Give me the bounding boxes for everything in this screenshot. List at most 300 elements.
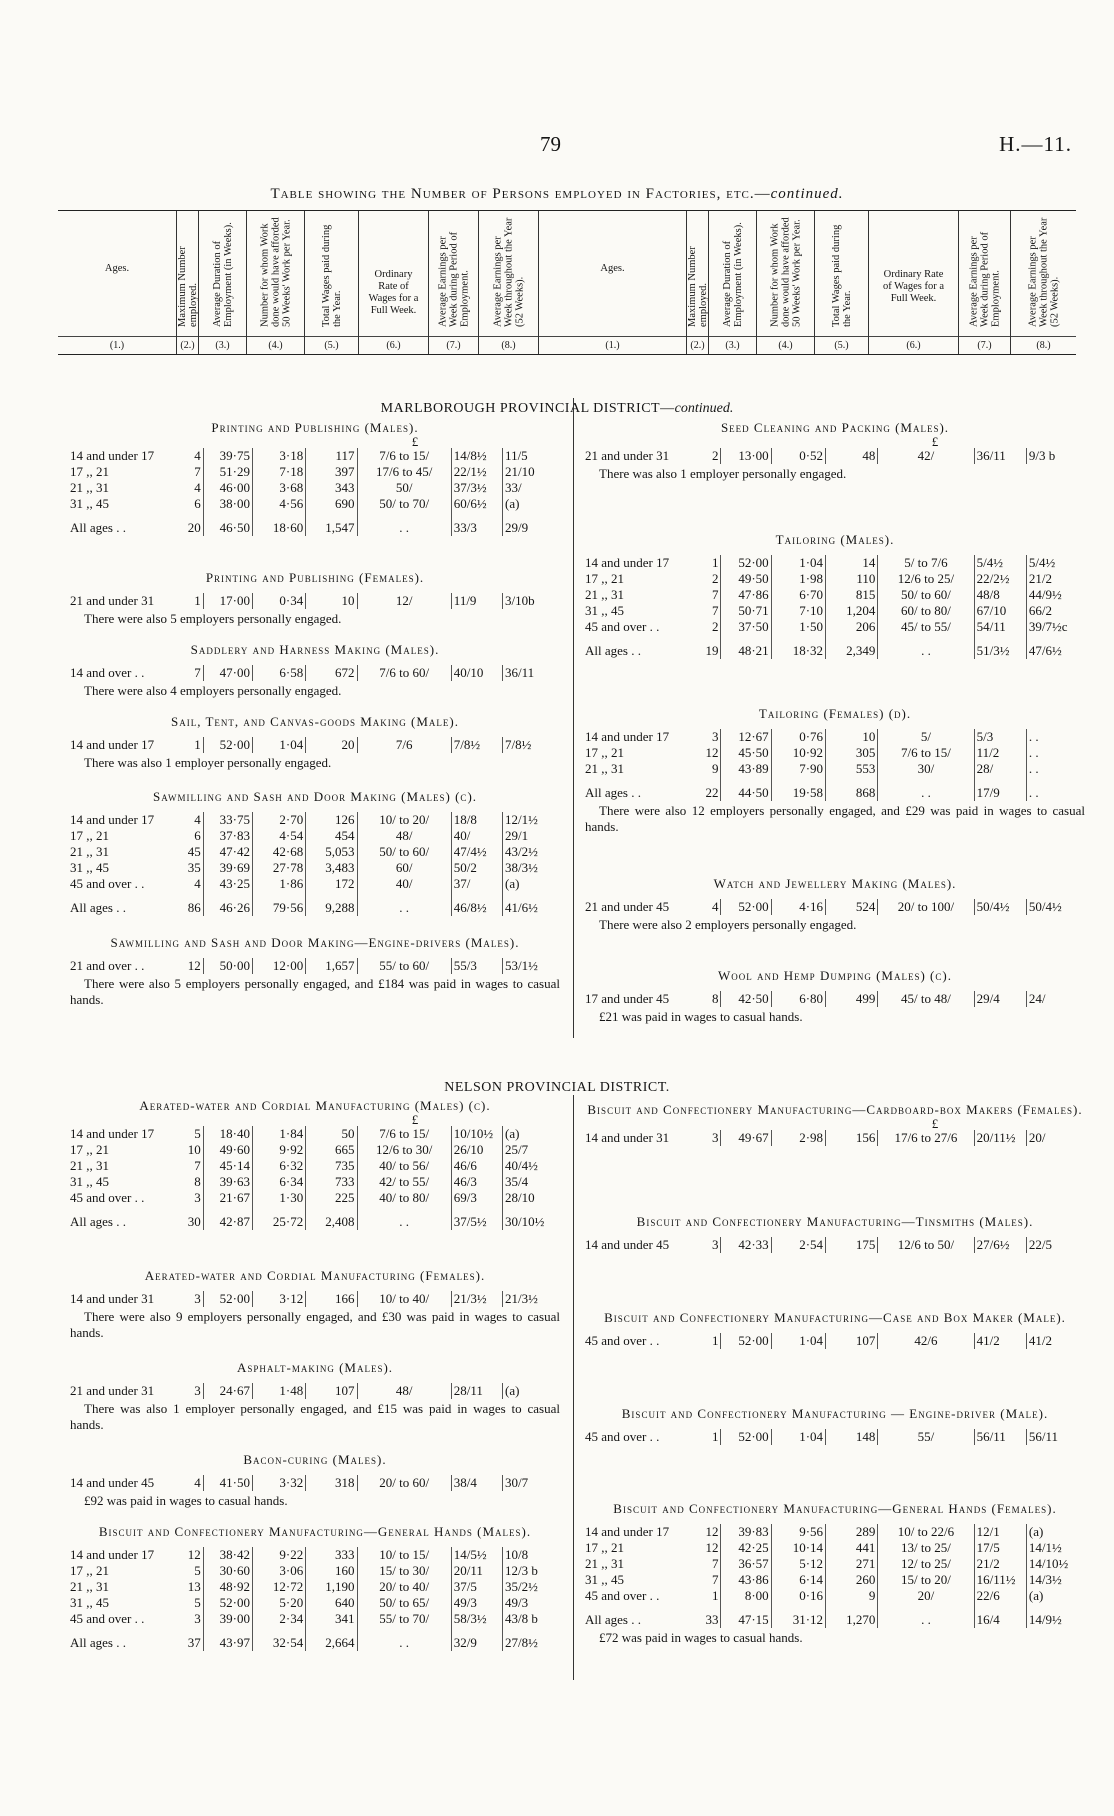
table-cell: 48 <box>826 448 878 464</box>
table-cell: 14/1½ <box>1026 1540 1085 1556</box>
table-cell: 553 <box>826 761 878 777</box>
section-title: Watch and Jewellery Making (Males). <box>713 876 957 891</box>
table-cell: 4·56 <box>252 496 305 512</box>
table-cell: 1 <box>177 737 204 753</box>
table-cell: 50/ to 60/ <box>379 844 430 859</box>
table-cell: 10/ to 15/ <box>379 1547 430 1562</box>
table-cell: 51·29 <box>203 464 252 480</box>
table-cell: 69/3 <box>451 1190 502 1206</box>
table-cell: 7 <box>694 587 721 603</box>
table-cell: 12·72 <box>252 1579 305 1595</box>
section-note: £92 was paid in wages to casual hands. <box>84 1493 288 1508</box>
data-table <box>70 812 560 916</box>
table-cell: 60/6½ <box>451 496 502 512</box>
table-cell: 12 <box>177 1547 204 1563</box>
table-cell: 2·34 <box>252 1611 305 1627</box>
table-cell: 39·75 <box>203 448 252 464</box>
table-cell: 43/2½ <box>503 844 560 860</box>
table-cell: 1 <box>177 593 204 609</box>
table-cell: 305 <box>826 745 878 761</box>
table-cell: 12 <box>694 1540 721 1556</box>
table-row <box>70 1190 560 1206</box>
table-cell: 1 <box>694 1333 721 1349</box>
table-row <box>70 593 560 609</box>
table-cell: 13/ to 25/ <box>901 1540 951 1555</box>
table-cell: 17 ,, 21 <box>585 571 624 586</box>
table-cell: 17 ,, 21 <box>70 1142 109 1157</box>
table-cell: 67/10 <box>974 603 1026 619</box>
table-row <box>70 876 560 892</box>
table-cell: 14 <box>826 555 878 571</box>
document-reference: H.—11. <box>999 132 1072 156</box>
table-cell: 3 <box>177 1611 204 1627</box>
table-cell: 17 ,, 21 <box>585 1540 624 1555</box>
table-cell: 52·00 <box>721 1429 771 1445</box>
section-note: There were also 4 employers personally engaged. <box>84 683 342 698</box>
table-cell: 50·71 <box>721 603 771 619</box>
table-cell: 54/11 <box>974 619 1026 635</box>
table-cell: 10/8 <box>503 1547 560 1563</box>
table-cell: 13·00 <box>721 448 771 464</box>
table-cell: 12/6 to 50/ <box>897 1237 955 1252</box>
table-cell: 45 and over . . <box>585 1333 660 1348</box>
header-col4-right: Number for whom Work done would have afforded 50 Weeks' Work per Year. (4.) <box>756 211 814 354</box>
table-cell: . . <box>399 900 410 915</box>
table-cell: 289 <box>826 1524 878 1540</box>
table-cell: 1·84 <box>252 1126 305 1142</box>
table-cell: 21 ,, 31 <box>585 1556 624 1571</box>
data-table <box>70 958 560 974</box>
table-cell: 28/11 <box>451 1383 502 1399</box>
table-cell: 21 ,, 31 <box>70 1579 109 1594</box>
table-cell: 3 <box>694 1130 721 1146</box>
table-cell: 14/9½ <box>1026 1604 1085 1628</box>
table-cell: 31 ,, 45 <box>70 860 109 875</box>
section-title: Wool and Hemp Dumping (Males) (c). <box>718 968 952 983</box>
table-cell: 4·54 <box>252 828 305 844</box>
table-cell: (a) <box>503 496 560 512</box>
table-cell: . . <box>921 643 931 658</box>
table-cell: 49·60 <box>203 1142 252 1158</box>
table-cell: 40/4½ <box>503 1158 560 1174</box>
table-cell: 19 <box>694 635 721 659</box>
table-cell: 9·56 <box>771 1524 825 1540</box>
table-cell: 1,270 <box>826 1604 878 1628</box>
table-row <box>585 1130 1085 1146</box>
table-cell: 44/9½ <box>1026 587 1085 603</box>
table-cell: 9/3 b <box>1026 448 1085 464</box>
table-cell: 50/4½ <box>974 899 1026 915</box>
total-row <box>585 1604 1085 1628</box>
table-cell: 37 <box>177 1627 204 1651</box>
table-cell: 45 <box>177 844 204 860</box>
table-cell: 18·60 <box>252 512 305 536</box>
table-cell: 5/4½ <box>974 555 1026 571</box>
table-cell: 3·18 <box>252 448 305 464</box>
table-cell: 12/6 to 30/ <box>375 1142 433 1157</box>
table-cell: 29/1 <box>503 828 560 844</box>
table-row <box>70 1563 560 1579</box>
table-cell: 40/ to 56/ <box>379 1158 430 1173</box>
header-ages: Ages. (1.) <box>58 211 176 354</box>
table-cell: 55/ to 60/ <box>379 958 430 973</box>
table-cell: 6·14 <box>771 1572 825 1588</box>
table-cell: 55/ <box>917 1429 935 1444</box>
section-note: £72 was paid in wages to casual hands. <box>599 1630 803 1645</box>
table-cell: 38/4 <box>451 1475 502 1491</box>
table-cell: 14 and under 17 <box>70 737 155 752</box>
table-cell: . . <box>1026 777 1085 801</box>
table-cell: 7 <box>694 1556 721 1572</box>
table-cell: 36/11 <box>974 448 1026 464</box>
data-table <box>70 1291 560 1307</box>
table-row <box>585 603 1085 619</box>
table-cell: 9,288 <box>306 892 357 916</box>
table-cell: 8·00 <box>721 1588 771 1604</box>
table-cell: 35 <box>177 860 204 876</box>
table-cell: 6 <box>177 828 204 844</box>
table-cell: 9·22 <box>252 1547 305 1563</box>
table-row <box>585 761 1085 777</box>
table-cell: 50 <box>306 1126 357 1142</box>
table-row <box>585 1333 1085 1349</box>
table-cell: 4·16 <box>771 899 825 915</box>
table-cell: 46·50 <box>203 512 252 536</box>
table-cell: 1 <box>694 1588 721 1604</box>
section <box>585 968 1085 1025</box>
table-cell: 36/11 <box>503 665 560 681</box>
table-cell: 3·12 <box>252 1291 305 1307</box>
table-cell: 47·86 <box>721 587 771 603</box>
table-cell: All ages . . <box>585 643 641 658</box>
table-row <box>70 1142 560 1158</box>
table-cell: 21/10 <box>503 464 560 480</box>
section <box>70 642 560 699</box>
table-cell: 27/6½ <box>974 1237 1026 1253</box>
table-cell: 33/3 <box>451 512 502 536</box>
table-row <box>70 1595 560 1611</box>
header-col5-right: Total Wages paid during the Year. (5.) <box>814 211 868 354</box>
table-cell: 499 <box>826 991 878 1007</box>
table-cell: 2·54 <box>771 1237 825 1253</box>
table-cell: 690 <box>306 496 357 512</box>
table-cell: 7·90 <box>771 761 825 777</box>
table-cell: 3 <box>177 1190 204 1206</box>
section <box>585 706 1085 835</box>
section <box>585 1406 1085 1445</box>
section-note: There was also 1 employer personally engaged, and £15 was paid in wages to casual hands. <box>70 1401 560 1432</box>
table-cell: 17/6 to 27/6 <box>894 1130 958 1145</box>
table-cell: 10·92 <box>771 745 825 761</box>
header-ages-right: Ages. (1.) <box>538 211 686 354</box>
table-row <box>70 1547 560 1563</box>
table-cell: 49·50 <box>721 571 771 587</box>
table-cell: 14 and over . . <box>70 665 145 680</box>
table-cell: 14 and under 45 <box>70 1475 155 1490</box>
table-row <box>585 745 1085 761</box>
table-cell: 260 <box>826 1572 878 1588</box>
column-divider <box>573 398 574 1038</box>
section <box>585 876 1085 933</box>
table-cell: 815 <box>826 587 878 603</box>
table-cell: 17 ,, 21 <box>70 464 109 479</box>
page-number: 79 <box>540 132 561 156</box>
header-col2: Maximum Number employed. (2.) <box>176 211 198 354</box>
table-cell: 1,204 <box>826 603 878 619</box>
data-table <box>70 1383 560 1399</box>
table-cell: 21 and under 31 <box>70 1383 155 1398</box>
table-cell: 53/1½ <box>503 958 560 974</box>
table-cell: 50·00 <box>203 958 252 974</box>
table-cell: 17 ,, 21 <box>585 745 624 760</box>
table-cell: 10/10½ <box>451 1126 502 1142</box>
table-cell: 1·04 <box>771 1333 825 1349</box>
table-cell: 39·69 <box>203 860 252 876</box>
table-cell: 47·42 <box>203 844 252 860</box>
table-cell: 5/ to 7/6 <box>904 555 948 570</box>
table-row <box>70 1158 560 1174</box>
table-cell: 30/ <box>917 761 935 776</box>
table-cell: 12·67 <box>721 729 771 745</box>
table-cell: 225 <box>306 1190 357 1206</box>
table-cell: 7·18 <box>252 464 305 480</box>
table-cell: 56/11 <box>1026 1429 1085 1445</box>
table-cell: 126 <box>306 812 357 828</box>
total-row <box>585 635 1085 659</box>
table-cell: 48·92 <box>203 1579 252 1595</box>
table-cell: 21 and under 31 <box>70 593 155 608</box>
currency-symbol: £ <box>931 434 939 449</box>
district-heading-marlborough: MARLBOROUGH PROVINCIAL DISTRICT—continued. <box>380 401 734 416</box>
header-col4: Number for whom Work done would have afforded 50 Weeks' Work per Year. (4.) <box>246 211 304 354</box>
table-row <box>585 1572 1085 1588</box>
table-cell: 1·86 <box>252 876 305 892</box>
table-cell: 20/ to 60/ <box>379 1475 430 1490</box>
section-title: Biscuit and Confectionery Manufacturing — Engine-driver (Male). <box>621 1406 1049 1421</box>
table-cell: 1·04 <box>771 1429 825 1445</box>
table-cell: 10/ to 20/ <box>379 812 430 827</box>
table-cell: 50/4½ <box>1026 899 1085 915</box>
table-cell: . . <box>1026 761 1085 777</box>
table-cell: 8 <box>694 991 721 1007</box>
table-cell: 10·14 <box>771 1540 825 1556</box>
table-cell: 45·14 <box>203 1158 252 1174</box>
table-cell: 37·50 <box>721 619 771 635</box>
table-cell: 2,349 <box>826 635 878 659</box>
data-table <box>70 593 560 609</box>
table-cell: 735 <box>306 1158 357 1174</box>
table-cell: 5/3 <box>974 729 1026 745</box>
table-cell: 7·10 <box>771 603 825 619</box>
section-title: Sawmilling and Sash and Door Making (Males) (c). <box>152 789 478 804</box>
table-cell: 166 <box>306 1291 357 1307</box>
table-cell: 3·32 <box>252 1475 305 1491</box>
table-cell: 12/1 <box>974 1524 1026 1540</box>
table-cell: 1·98 <box>771 571 825 587</box>
table-cell: 4 <box>694 899 721 915</box>
table-cell: 20 <box>306 737 357 753</box>
table-cell: 15/ to 30/ <box>379 1563 430 1578</box>
table-cell: 52·00 <box>203 737 252 753</box>
table-cell: All ages . . <box>585 1612 641 1627</box>
table-row <box>70 828 560 844</box>
table-row <box>70 665 560 681</box>
table-cell: 9 <box>694 761 721 777</box>
table-cell: 1 <box>694 555 721 571</box>
table-cell: 42·68 <box>252 844 305 860</box>
table-cell: 41/2 <box>974 1333 1026 1349</box>
header-col3-right: Average Duration of Employment (in Weeks). (3.) <box>708 211 756 354</box>
section-note: There were also 5 employers personally engaged. <box>84 611 342 626</box>
table-cell: 21 ,, 31 <box>70 844 109 859</box>
table-cell: 46/6 <box>451 1158 502 1174</box>
data-table <box>585 1237 1085 1253</box>
table-cell: 733 <box>306 1174 357 1190</box>
section-title: Biscuit and Confectionery Manufacturing—Case and Box Maker (Male). <box>604 1310 1066 1325</box>
table-row <box>585 587 1085 603</box>
table-row <box>585 1556 1085 1572</box>
table-cell: 2·98 <box>771 1130 825 1146</box>
table-cell: 36·57 <box>721 1556 771 1572</box>
table-cell: 3 <box>694 1237 721 1253</box>
table-cell: 14/5½ <box>451 1547 502 1563</box>
table-cell: 39·63 <box>203 1174 252 1190</box>
table-cell: 172 <box>306 876 357 892</box>
table-row <box>585 571 1085 587</box>
column-header <box>58 210 1076 355</box>
table-cell: 12/1½ <box>503 812 560 828</box>
table-cell: 42/ <box>917 448 935 463</box>
table-cell: 14 and under 45 <box>585 1237 670 1252</box>
table-cell: 640 <box>306 1595 357 1611</box>
table-cell: 20/ to 100/ <box>897 899 955 914</box>
table-row <box>70 1383 560 1399</box>
table-cell: 47/6½ <box>1026 635 1085 659</box>
table-cell: 31 ,, 45 <box>70 1595 109 1610</box>
table-cell: 868 <box>826 777 878 801</box>
table-cell: 2 <box>694 571 721 587</box>
table-cell: 160 <box>306 1563 357 1579</box>
table-cell: 28/10 <box>503 1190 560 1206</box>
section <box>70 714 560 771</box>
section <box>70 1524 560 1651</box>
table-cell: 45 and over . . <box>585 1588 660 1603</box>
table-cell: 2,664 <box>306 1627 357 1651</box>
table-cell: . . <box>1026 729 1085 745</box>
table-cell: 21/3½ <box>451 1291 502 1307</box>
table-cell: 21·67 <box>203 1190 252 1206</box>
section <box>70 1268 560 1341</box>
data-table <box>70 737 560 753</box>
table-cell: 43·86 <box>721 1572 771 1588</box>
table-cell: 0·16 <box>771 1588 825 1604</box>
section-title: Aerated-water and Cordial Manufacturing (Females). <box>144 1268 486 1283</box>
table-cell: (a) <box>503 876 560 892</box>
table-cell: 17 ,, 21 <box>70 828 109 843</box>
table-cell: 7/6 to 15/ <box>379 448 430 463</box>
table-cell: 48/8 <box>974 587 1026 603</box>
table-row <box>70 1611 560 1627</box>
table-cell: 21/2 <box>974 1556 1026 1572</box>
data-table <box>585 1333 1085 1349</box>
table-cell: 6·70 <box>771 587 825 603</box>
table-cell: 45 and over . . <box>585 619 660 634</box>
section-title: Sawmilling and Sash and Door Making—Engine-drivers (Males). <box>110 935 520 950</box>
table-cell: 22/5 <box>1026 1237 1085 1253</box>
table-cell: All ages . . <box>70 900 126 915</box>
table-cell: 31·12 <box>771 1604 825 1628</box>
table-cell: 14 and under 17 <box>585 729 670 744</box>
table-cell: 49/3 <box>451 1595 502 1611</box>
table-cell: 66/2 <box>1026 603 1085 619</box>
table-row <box>585 729 1085 745</box>
total-row <box>70 1206 560 1230</box>
column-divider <box>573 1095 574 1680</box>
section-note: There were also 12 employers personally engaged, and £29 was paid in wages to casual hands. <box>585 803 1085 834</box>
table-cell: 206 <box>826 619 878 635</box>
section-title: Saddlery and Harness Making (Males). <box>190 642 440 657</box>
table-cell: 14 and under 17 <box>585 555 670 570</box>
total-row <box>70 892 560 916</box>
section <box>585 1214 1085 1253</box>
data-table <box>585 991 1085 1007</box>
table-row <box>585 555 1085 571</box>
table-cell: 79·56 <box>252 892 305 916</box>
section <box>70 1098 560 1230</box>
table-cell: 32/9 <box>451 1627 502 1651</box>
table-cell: 60/ to 80/ <box>901 603 951 618</box>
table-cell: 52·00 <box>203 1595 252 1611</box>
table-cell: 5 <box>177 1563 204 1579</box>
table-cell: 117 <box>306 448 357 464</box>
table-cell: 5,053 <box>306 844 357 860</box>
table-cell: 318 <box>306 1475 357 1491</box>
table-cell: 30/7 <box>503 1475 560 1491</box>
table-cell: 7 <box>694 1572 721 1588</box>
table-cell: 22 <box>694 777 721 801</box>
currency-symbol: £ <box>411 434 419 449</box>
table-cell: 1·30 <box>252 1190 305 1206</box>
section <box>585 1501 1085 1646</box>
currency-symbol: £ <box>411 1112 419 1127</box>
table-cell: 11/2 <box>974 745 1026 761</box>
table-cell: 14 and under 31 <box>70 1291 155 1306</box>
table-cell: 524 <box>826 899 878 915</box>
table-cell: 25·72 <box>252 1206 305 1230</box>
table-cell: 30·60 <box>203 1563 252 1579</box>
table-cell: 33·75 <box>203 812 252 828</box>
table-cell: 17 and under 45 <box>585 991 670 1006</box>
table-row <box>585 619 1085 635</box>
table-cell: (a) <box>503 1383 560 1399</box>
table-cell: 7/6 to 15/ <box>901 745 951 760</box>
table-cell: 1 <box>694 1429 721 1445</box>
data-table <box>585 448 1085 464</box>
table-cell: . . <box>399 1214 410 1229</box>
section <box>70 420 560 536</box>
table-cell: 4 <box>177 812 204 828</box>
section-title: Asphalt-making (Males). <box>236 1360 394 1375</box>
table-cell: 46·26 <box>203 892 252 916</box>
table-cell: 18·40 <box>203 1126 252 1142</box>
table-cell: 52·00 <box>721 555 771 571</box>
table-cell: 3·68 <box>252 480 305 496</box>
table-cell: 21 ,, 31 <box>585 761 624 776</box>
table-cell: 110 <box>826 571 878 587</box>
table-cell: 3 <box>694 729 721 745</box>
table-cell: 42·87 <box>203 1206 252 1230</box>
table-cell: 9 <box>826 1588 878 1604</box>
